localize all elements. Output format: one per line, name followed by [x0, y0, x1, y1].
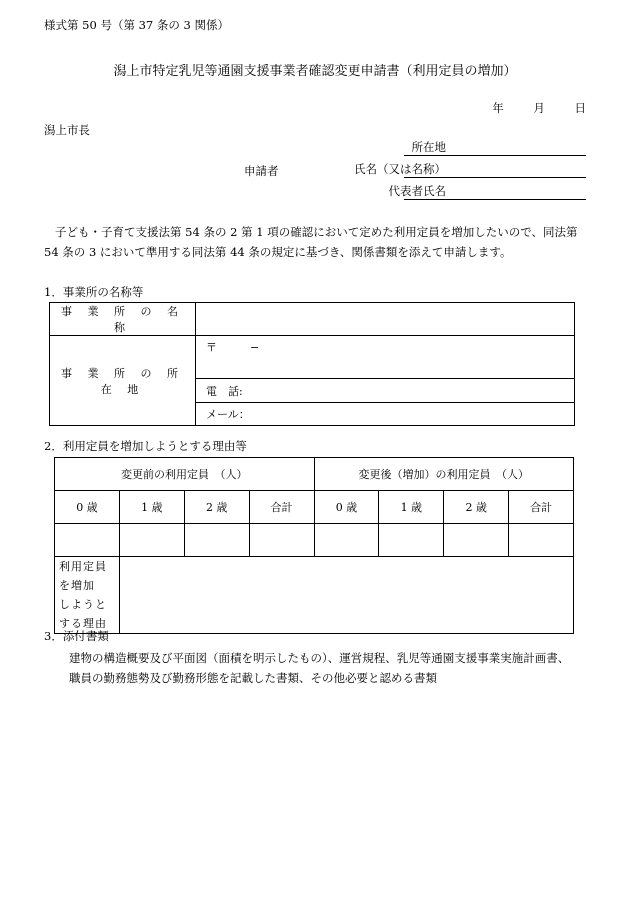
reason-label-line1: 利用定員を増加 — [59, 560, 107, 592]
representative-line[interactable] — [404, 199, 586, 200]
section2-heading: 2．利用定員を増加しようとする理由等 — [44, 439, 247, 453]
addressee: 潟上市長 — [44, 123, 90, 137]
after-capacity-header: 変更後（増加）の利用定員 （人） — [314, 458, 574, 491]
applicant-label: 申請者 — [244, 164, 279, 178]
capacity-table — [54, 457, 574, 634]
reason-label-line2: しようとする理由 — [59, 598, 107, 630]
phone-cell[interactable]: 電 話: — [196, 379, 575, 403]
facility-location-label: 事 業 所 の 所 在 地 — [50, 336, 196, 426]
section3-heading: 3．添付書類 — [44, 629, 109, 643]
section1-heading: 1．事業所の名称等 — [44, 285, 144, 299]
address-row — [0, 139, 630, 157]
address-label: 所在地 — [411, 140, 446, 154]
after-total-value[interactable] — [509, 524, 574, 557]
attachments-line1: 建物の構造概要及び平面図（面積を明示したもの）、運営規程、乳児等通園支援事業実施計画書、 — [69, 651, 570, 665]
name-line[interactable] — [404, 177, 586, 178]
reason-label — [55, 557, 120, 634]
reason-cell[interactable] — [119, 557, 573, 634]
col-before-total: 合計 — [249, 491, 314, 524]
date-line — [492, 100, 586, 116]
name-label: 氏名（又は名称） — [354, 162, 446, 176]
name-row — [0, 161, 630, 179]
attachments-line2: 職員の勤務態勢及び勤務形態を記載した書類、その他必要と認める書類 — [69, 671, 437, 685]
document-title: 潟上市特定乳児等通園支援事業者確認変更申請書（利用定員の増加） — [113, 64, 517, 79]
col-after-total: 合計 — [509, 491, 574, 524]
after-age1-value[interactable] — [379, 524, 444, 557]
body-text: 子ども・子育て支援法第 54 条の 2 第 1 項の確認において定めた利用定員を増加したいので、同法第 54 条の 3 において準用する同法第 44 条の規定に基づき、関係書類を添えて申請します。 — [44, 225, 578, 259]
form-number: 様式第 50 号（第 37 条の 3 関係） — [44, 18, 230, 32]
representative-row — [0, 183, 630, 201]
address-line[interactable] — [404, 155, 586, 156]
before-capacity-header: 変更前の利用定員 （人） — [55, 458, 315, 491]
col-before-age2: 2 歳 — [184, 491, 249, 524]
col-before-age1: 1 歳 — [119, 491, 184, 524]
after-age0-value[interactable] — [314, 524, 379, 557]
facility-name-cell[interactable] — [196, 303, 575, 336]
date-year: 年 — [492, 101, 504, 115]
attachments-text — [69, 648, 589, 688]
before-age0-value[interactable] — [55, 524, 120, 557]
facility-table — [49, 302, 575, 426]
date-day: 日 — [574, 101, 586, 115]
col-after-age1: 1 歳 — [379, 491, 444, 524]
after-age2-value[interactable] — [444, 524, 509, 557]
col-after-age2: 2 歳 — [444, 491, 509, 524]
before-total-value[interactable] — [249, 524, 314, 557]
col-after-age0: 0 歳 — [314, 491, 379, 524]
before-age2-value[interactable] — [184, 524, 249, 557]
postal-cell[interactable]: 〒 − — [196, 336, 575, 379]
representative-label: 代表者氏名 — [388, 184, 446, 198]
col-before-age0: 0 歳 — [55, 491, 120, 524]
facility-name-label: 事 業 所 の 名 称 — [50, 303, 196, 336]
before-age1-value[interactable] — [119, 524, 184, 557]
email-cell[interactable]: メール： — [196, 403, 575, 426]
date-month: 月 — [533, 101, 545, 115]
